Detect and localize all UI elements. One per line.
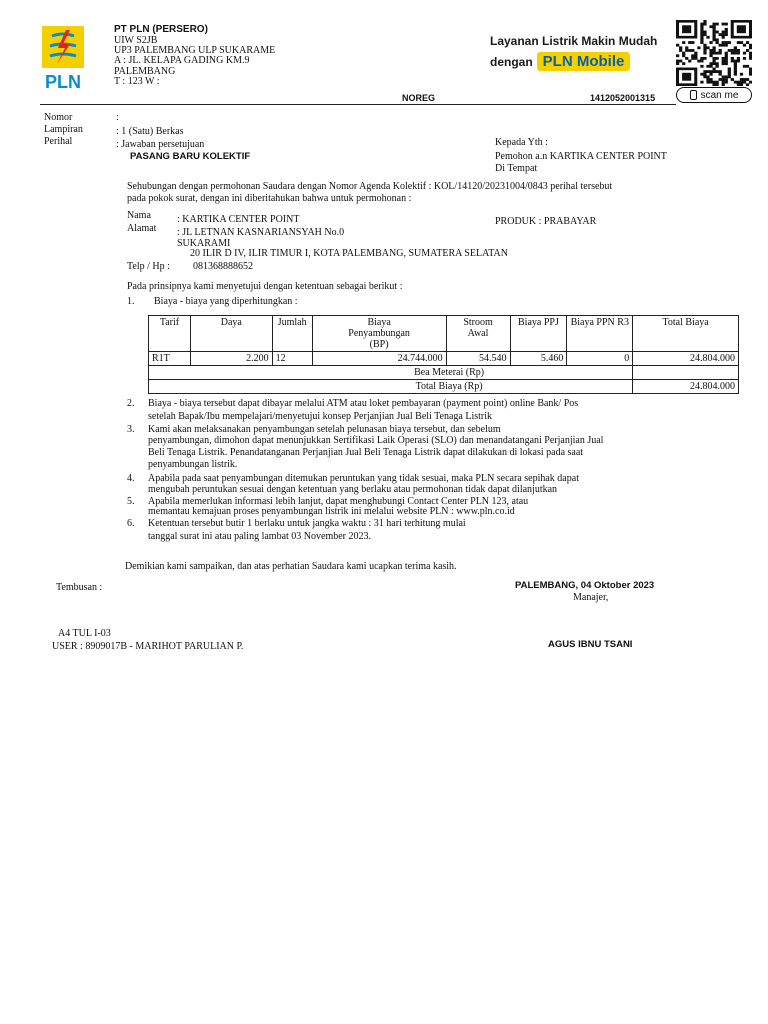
footer-code: A4 TUL I-03: [58, 628, 111, 639]
item-2-number: 2.: [127, 398, 135, 409]
nama-label: Nama: [127, 210, 151, 221]
nomor-value: :: [116, 112, 119, 123]
item-3-line-2: penyambungan, dimohon dapat menunjukkan Sertifikasi Laik Operasi (SLO) dan menandatangani Perjanjian Jual: [148, 435, 604, 446]
perihal-label: Perihal: [44, 136, 73, 147]
th-daya: Daya: [190, 316, 272, 352]
item-3-line-4: penyambungan listrik.: [148, 459, 238, 470]
th-jumlah: Jumlah: [272, 316, 312, 352]
pln-logo: [38, 24, 102, 96]
item-5-line-2: memantau kemajuan proses penyambungan listrik ini melalui website PLN : www.pln.co.id: [148, 506, 515, 517]
noreg-label: NOREG: [402, 93, 436, 103]
item-6-line-2: tanggal surat ini atau paling lambat 03 November 2023.: [148, 531, 371, 542]
item-3-line-1: Kami akan melaksanakan penyambungan setelah pelunasan biaya tersebut, dan sebelum: [148, 424, 501, 435]
recipient-place: Di Tempat: [495, 163, 538, 174]
sign-place-date: PALEMBANG, 04 Oktober 2023: [515, 580, 655, 591]
th-ppn: Biaya PPN R3: [567, 316, 633, 352]
sub-unit-name: UP3 PALEMBANG ULP SUKARAME: [114, 45, 276, 56]
th-ppj: Biaya PPJ: [510, 316, 567, 352]
cell-stroom: 54.540: [446, 352, 510, 366]
bea-meterai-value: [633, 366, 739, 380]
alamat-line-3: 20 ILIR D IV, ILIR TIMUR I, KOTA PALEMBANG, SUMATERA SELATAN: [190, 248, 508, 259]
phone-icon: [690, 90, 697, 100]
company-address: A : JL. KELAPA GADING KM.9: [114, 55, 250, 66]
terms-intro: Pada prinsipnya kami menyetujui dengan ketentuan sebagai berikut :: [127, 281, 403, 292]
item-2-line-1: Biaya - biaya tersebut dapat dibayar melalui ATM atau loket pembayaran (payment point) online Bank/ Pos: [148, 398, 579, 409]
item-4-line-1: Apabila pada saat penyambungan ditemukan peruntukan yang tidak sesuai, maka PLN secara sepihak dapat: [148, 473, 579, 484]
header-divider: [40, 104, 676, 105]
item-1-text: Biaya - biaya yang diperhitungkan :: [154, 296, 298, 307]
item-5-line-1: Apabila memerlukan informasi lebih lanjut, dapat menghubungi Contact Center PLN 123, atau: [148, 496, 529, 507]
table-row: [149, 352, 739, 366]
sign-title: Manajer,: [573, 592, 609, 603]
promo-headline: Layanan Listrik Makin Mudah: [490, 34, 658, 48]
alamat-label: Alamat: [127, 223, 157, 234]
lampiran-value: : 1 (Satu) Berkas: [116, 126, 184, 137]
item-6-number: 6.: [127, 518, 135, 529]
tembusan-label: Tembusan :: [56, 582, 103, 593]
logo-text: PLN: [45, 72, 81, 92]
th-tarif: Tarif: [149, 316, 191, 352]
cell-tarif: R1T: [149, 352, 191, 366]
cell-total: 24.804.000: [633, 352, 739, 366]
intro-line-2: pada pokok surat, dengan ini diberitahukan bahwa untuk permohonan :: [127, 193, 412, 204]
nama-value: : KARTIKA CENTER POINT: [177, 214, 300, 225]
total-row: [149, 380, 739, 394]
th-stroom: Stroom Awal: [446, 316, 510, 352]
th-bp: Biaya Penyambungan (BP): [312, 316, 446, 352]
footer-user: USER : 8909017B - MARIHOT PARULIAN P.: [52, 641, 244, 652]
qr-code-icon[interactable]: [676, 20, 752, 86]
company-phone: T : 123 W :: [114, 76, 160, 87]
telp-value: 081368888652: [193, 261, 253, 272]
bea-meterai-label: Bea Meterai (Rp): [149, 366, 633, 380]
cell-ppj: 5.460: [510, 352, 567, 366]
scan-me-label: scan me: [700, 89, 739, 101]
item-6-line-1: Ketentuan tersebut butir 1 berlaku untuk jangka waktu : 31 hari terhitung mulai: [148, 518, 466, 529]
th-total: Total Biaya: [633, 316, 739, 352]
recipient-salutation: Kepada Yth :: [495, 137, 548, 148]
cost-table: [148, 315, 739, 394]
alamat-line-2: SUKARAMI: [177, 238, 231, 249]
cell-ppn: 0: [567, 352, 633, 366]
item-3-line-3: Beli Tenaga Listrik. Penandatanganan Perjanjian Jual Beli Tenaga Listrik dapat dilakukan di lokasi pada saat: [148, 447, 584, 458]
item-2-line-2: setelah Bapak/Ibu mempelajari/menyetujui konsep Perjanjian Jual Beli Tenaga Listrik: [148, 411, 493, 422]
total-label: Total Biaya (Rp): [149, 380, 633, 394]
closing-text: Demikian kami sampaikan, dan atas perhatian Saudara kami ucapkan terima kasih.: [125, 561, 457, 572]
lampiran-label: Lampiran: [44, 124, 83, 135]
pln-mobile-badge: PLN Mobile: [537, 52, 631, 71]
item-1-number: 1.: [127, 296, 135, 307]
company-name: PT PLN (PERSERO): [114, 24, 208, 35]
nomor-label: Nomor: [44, 112, 73, 123]
recipient-name: Pemohon a.n KARTIKA CENTER POINT: [495, 151, 667, 162]
item-4-line-2: mengubah peruntukan sesuai dengan ketentuan yang berlaku atau permohonan tidak dapat dilanjutkan: [148, 484, 558, 495]
total-value: 24.804.000: [633, 380, 739, 394]
intro-line-1: Sehubungan dengan permohonan Saudara dengan Nomor Agenda Kolektif : KOL/14120/20231004/0843 perihal tersebut: [127, 181, 613, 192]
noreg-value: 1412052001315: [590, 93, 656, 103]
telp-label: Telp / Hp :: [127, 261, 170, 272]
promo-banner: [490, 34, 670, 71]
company-city: PALEMBANG: [114, 66, 176, 77]
alamat-line-1: : JL LETNAN KASNARIANSYAH No.0: [177, 227, 345, 238]
cell-daya: 2.200: [190, 352, 272, 366]
table-header-row: [149, 316, 739, 352]
sign-name: AGUS IBNU TSANI: [548, 639, 633, 650]
unit-name: UIW S2JB: [114, 35, 158, 46]
perihal-value: : Jawaban persetujuan: [116, 139, 205, 150]
item-5-number: 5.: [127, 496, 135, 507]
produk-label: PRODUK : PRABAYAR: [495, 216, 597, 227]
item-4-number: 4.: [127, 473, 135, 484]
cell-jumlah: 12: [272, 352, 312, 366]
item-3-number: 3.: [127, 424, 135, 435]
bea-meterai-row: [149, 366, 739, 380]
perihal-title: PASANG BARU KOLEKTIF: [130, 151, 251, 162]
promo-prefix: dengan: [490, 54, 533, 69]
scan-me-badge: [676, 87, 752, 103]
cell-bp: 24.744.000: [312, 352, 446, 366]
